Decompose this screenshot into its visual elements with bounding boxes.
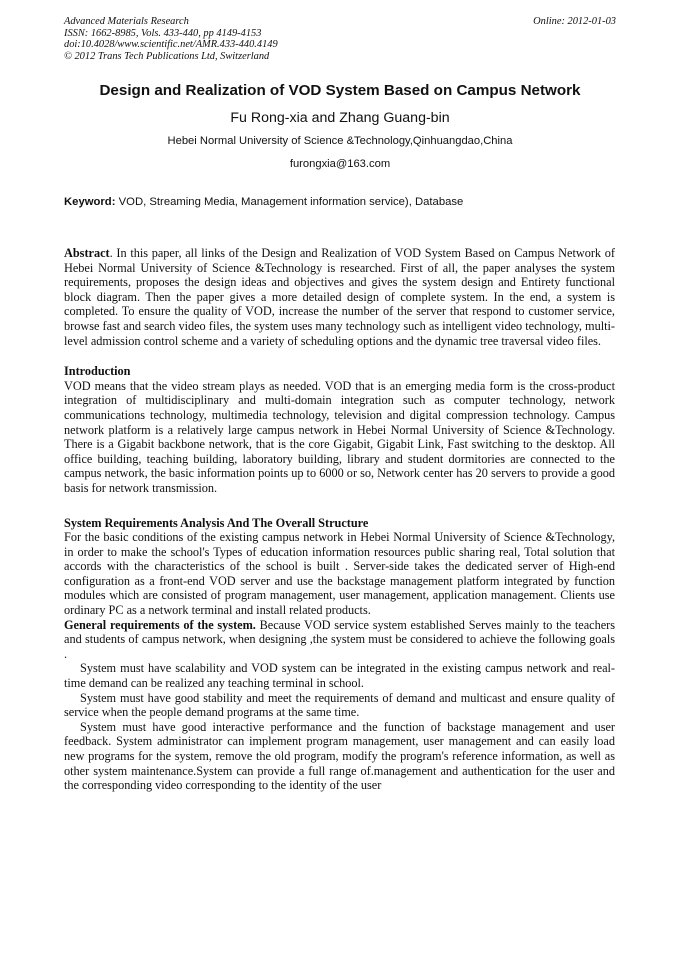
requirement-item-stability: System must have good stability and meet the requirements of demand and multicast and ensure quality of service when the people demand programs at the same time. [64,690,615,720]
journal-issn: ISSN: 1662-8985, Vols. 433-440, pp 4149-4153 [64,27,262,39]
requirements-heading: System Requirements Analysis And The Overall Structure [64,515,369,530]
introduction-paragraph: VOD means that the video stream plays as needed. VOD that is an emerging media form is the cross-product integration of multidisciplinary and multi-domain integration such as computer technology, network communications technology, multimedia technology, television and digital compression technology. Campus network platform is a relatively large campus network in Hebei Normal University of Science &Technology. There is a Gigabit backbone network, that is the core Gigabit, Gigabit Link, Fast switching to the desktop. All office building, teaching building, laboratory building, library and student dormitories are connected to the campus network, the basic information points up to 6000 or so, Network center has 20 servers to provide a good basis for network transmission. [64,378,615,495]
paper-title: Design and Realization of VOD System Based on Campus Network [99,82,581,99]
journal-doi: doi:10.4028/www.scientific.net/AMR.433-440.4149 [64,39,278,51]
author-affiliation: Hebei Normal University of Science &Technology,Qinhuangdao,China [167,135,513,147]
copyright-line: © 2012 Trans Tech Publications Ltd, Switzerland [64,50,270,62]
author-list: Fu Rong-xia and Zhang Guang-bin [230,110,450,126]
keywords-value: VOD, Streaming Media, Management information service), Database [118,196,464,208]
keywords-label: Keyword: [64,196,116,208]
author-email: furongxia@163.com [289,158,391,170]
title-block [64,82,616,171]
spacer [64,348,615,364]
journal-header [64,16,616,62]
journal-name: Advanced Materials Research [64,16,189,27]
spacer [64,496,615,516]
introduction-heading: Introduction [64,364,131,379]
abstract-text: . In this paper, all links of the Design and Realization of VOD System Based on Campus Network of Hebei Normal University of Science &Technology is researched. First of all, the paper analyses the system requirements, proposes the design ideas and objectives and gives the system design and Entirety functional block diagram. Then the paper gives a more detailed design of complete system. In the end, a system is completed. To ensure the quality of VOD, increase the number of the server that respond to customer service, browse fast and search video files, the system uses many technology such as intelligent video technology, multi-level admission control scheme and a variety of scheduling options and the dynamic tree traversal video files. [64,246,615,348]
paper-body [64,246,615,793]
keywords-line [64,195,616,209]
journal-metadata [64,16,414,62]
online-date: Online: 2012-01-03 [533,16,616,27]
requirement-item-scalability: System must have scalability and VOD system can be integrated in the existing campus network and real-time demand can be realized any teaching terminal in school. [64,661,615,691]
requirement-item-interactive: System must have good interactive performance and the function of backstage management and user feedback. System administrator can implement program management, user management and can easily load new programs for the system, remove the old program, modify the program's reference information, as well as other system maintenance.System can provide a full range of.management and authentication for the user and the corresponding video corresponding to the identity of the user [64,719,615,793]
requirements-paragraph: For the basic conditions of the existing campus network in Hebei Normal University of Science &Technology, in order to make the school's Types of education information resources public sharing real, Total solution that accords with the characteristics of the school is built . Server-side takes the dedicated server of High-end configuration as a front-end VOD server and use the backstage management platform integrated by function modules which are consisted of program management, user management, application management. Clients use ordinary PC as a network terminal and install related products. [64,530,615,618]
general-requirements-label: General requirements of the system. [64,617,256,632]
general-requirements-paragraph [64,618,615,662]
abstract-label: Abstract [64,246,110,260]
general-requirements-text: Because VOD service system established Serves mainly to the teachers and students of campus network, when designing ,the system must be considered to achieve the following goals . [64,617,615,661]
abstract-paragraph [64,246,615,348]
